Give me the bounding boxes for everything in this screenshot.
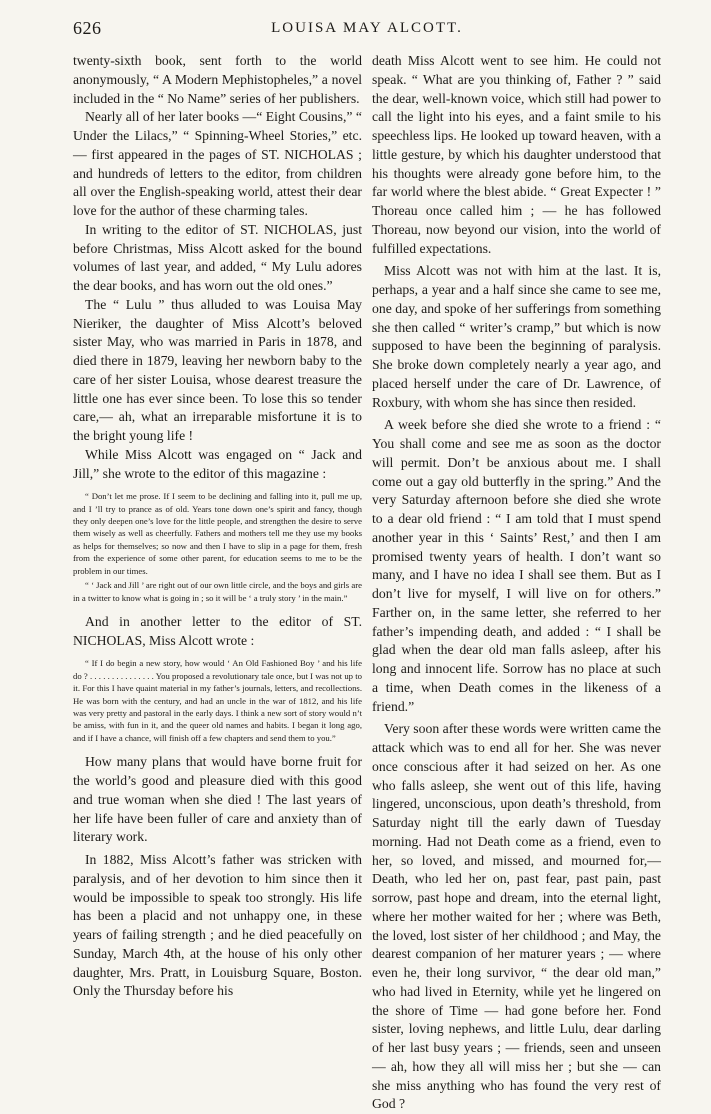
paragraph: death Miss Alcott went to see him. He could not speak. “ What are you thinking of, Father ? ” said the dear, well-known voice, which still had power to call the light into his eyes, and a faint smile to his speechless lips. He looked up toward heaven, with a little gesture, by which his daughter understood that his thoughts were already gone before him, to the far world where the blest abide. “ Great Expecter ! ” Thoreau once called him ; — he has followed Thoreau, now beyond our vision, into the world of fulfilled expectations. bbox=[372, 53, 661, 256]
running-title: LOUISA MAY ALCOTT. bbox=[271, 20, 463, 36]
paragraph: Nearly all of her later books —“ Eight Cousins,” “ Under the Lilacs,” “ Spinning-Wheel Stories,” etc.— first appeared in the pages of ST. NICHOLAS ; and hundreds of letters to the editor, from children all over the English-speaking world, attest their dear love for the author of these charming tales. bbox=[73, 109, 362, 218]
quote-paragraph: “ ‘ Jack and Jill ’ are right out of our own little circle, and the boys and girls are in a twitter to know what is going in ; so it will be ‘ a truly story ’ in the main.” bbox=[73, 580, 362, 603]
paragraph: twenty-sixth book, sent forth to the world anonymously, “ A Modern Mephistopheles,” a novel included in the “ No Name” series of her publishers. bbox=[73, 53, 362, 106]
quote-paragraph: “ Don’t let me prose. If I seem to be declining and falling into it, pull me up, and I ’ll try to prance as of old. Years tone down one’s spirit and fancy, though they only deepen one’s love for the little people, and strengthen the desire to serve them wisely as well as cheerfully. Fathers and mothers tell me they use my books as helps for themselves; so now and then I have to slip in a page for them, fresh from the experience of some other parent, for education seems to me to be the problem in our times. bbox=[73, 491, 362, 576]
page-header bbox=[73, 18, 661, 42]
letter-quote bbox=[73, 490, 362, 604]
paragraph: Miss Alcott was not with him at the last. It is, perhaps, a year and a half since she came to see me, one day, and spoke of her sufferings from something she then called “ writer’s cramp,” but which is now supposed to have been the beginning of paralysis. She broke down completely nearly a year ago, and placed herself under the care of Dr. Lawrence, of Roxbury, with whom she has since then resided. bbox=[372, 263, 661, 410]
page-number: 626 bbox=[73, 18, 102, 38]
paragraph: While Miss Alcott was engaged on “ Jack and Jill,” she wrote to the editor of this magazine : bbox=[73, 446, 362, 481]
letter-quote bbox=[73, 657, 362, 744]
quote-paragraph: “ If I do begin a new story, how would ‘ An Old Fashioned Boy ’ and his life do ? . . . . . . . . . . . . . . . You proposed a revolutionary tale once, but I was not up to it. For this I have quaint material in my father’s journals, letters, and recollections. He was born with the century, and had an uncle in the war of 1812, and his life was very pretty and pastoral in the early days. I think a new sort of story would n’t be amiss, with fun in it, and the queer old names and habits. I began it long ago, and if I have a chance, will finish off a few chapters and send them to you.” bbox=[73, 658, 362, 743]
left-column bbox=[73, 52, 362, 1001]
paragraph: In 1882, Miss Alcott’s father was stricken with paralysis, and of her devotion to him since then it would be impossible to speak too strongly. His life has been a placid and not unhappy one, in these years of failing strength ; and he died peacefully on Sunday, March 4th, at the house of his only other daughter, Mrs. Pratt, in Louisburg Square, Boston. Only the Thursday before his bbox=[73, 852, 362, 999]
paragraph: How many plans that would have borne fruit for the world’s good and pleasure died with this good and true woman when she died ! The last years of her life have been fuller of care and anxiety than of literary work. bbox=[73, 754, 362, 845]
right-column bbox=[372, 52, 661, 1114]
paragraph: Very soon after these words were written came the attack which was to end all for her. She was never once conscious after it had seized on her. As one who falls asleep, she went out of this life, having lingered, unconscious, upon death’s threshold, from Saturday night till the early dawn of Tuesday morning. Had not Death come as a friend, even to her, so loved, and missed, and mourned for,— Death, who led her on, past fear, past pain, past sorrow, past hope and dream, into the eternal light, where her mother waited for her ; where was Beth, the loved, lost sister of her childhood ; and May, the dearest companion of her maturer years ; — where even he, their long survivor, “ the dear old man,” who had lived in Eternity, while yet he lingered on the shore of Time — had gone before her. Fond sister, loving nephews, and little Lulu, dear darling of her last busy years ; — friends, seen and unseen — ah, how they all will miss her ; but she — can she miss anything who has found the very rest of God ? bbox=[372, 721, 661, 1112]
paragraph: And in another letter to the editor of ST. NICHOLAS, Miss Alcott wrote : bbox=[73, 613, 362, 648]
paragraph: A week before she died she wrote to a friend : “ You shall come and see me as soon as the doctor will permit. Don’t be anxious about me. I shall come out a gay old butterfly in the spring.” And the very Saturday afternoon before she died she wrote to a dear old friend : “ I am told that I must spend another year in this ‘ Saints’ Rest,’ and then I am promised twenty years of health. I don’t want so many, and I have no idea I shall see them. But as I don’t live for myself, I will live on for others.” Farther on, in the same letter, she referred to her father’s impending death, and added : “ I shall be glad when the dear old man falls asleep, after his long and innocent life. Sorrow has no place at such a time, when Death comes in the likeness of a friend.” bbox=[372, 417, 661, 714]
paragraph: The “ Lulu ” thus alluded to was Louisa May Nieriker, the daughter of Miss Alcott’s beloved sister May, who was married in Paris in 1878, and died there in 1879, leaving her newborn baby to the care of her sister Louisa, whose dearest treasure the little one has ever since been. To lose this so tender care,— ah, what an irreparable misfortune it is to the bright young life ! bbox=[73, 296, 362, 443]
paragraph: In writing to the editor of ST. NICHOLAS, just before Christmas, Miss Alcott asked for the bound volumes of last year, and added, “ My Lulu adores the dear books, and has worn out the old ones.” bbox=[73, 221, 362, 293]
